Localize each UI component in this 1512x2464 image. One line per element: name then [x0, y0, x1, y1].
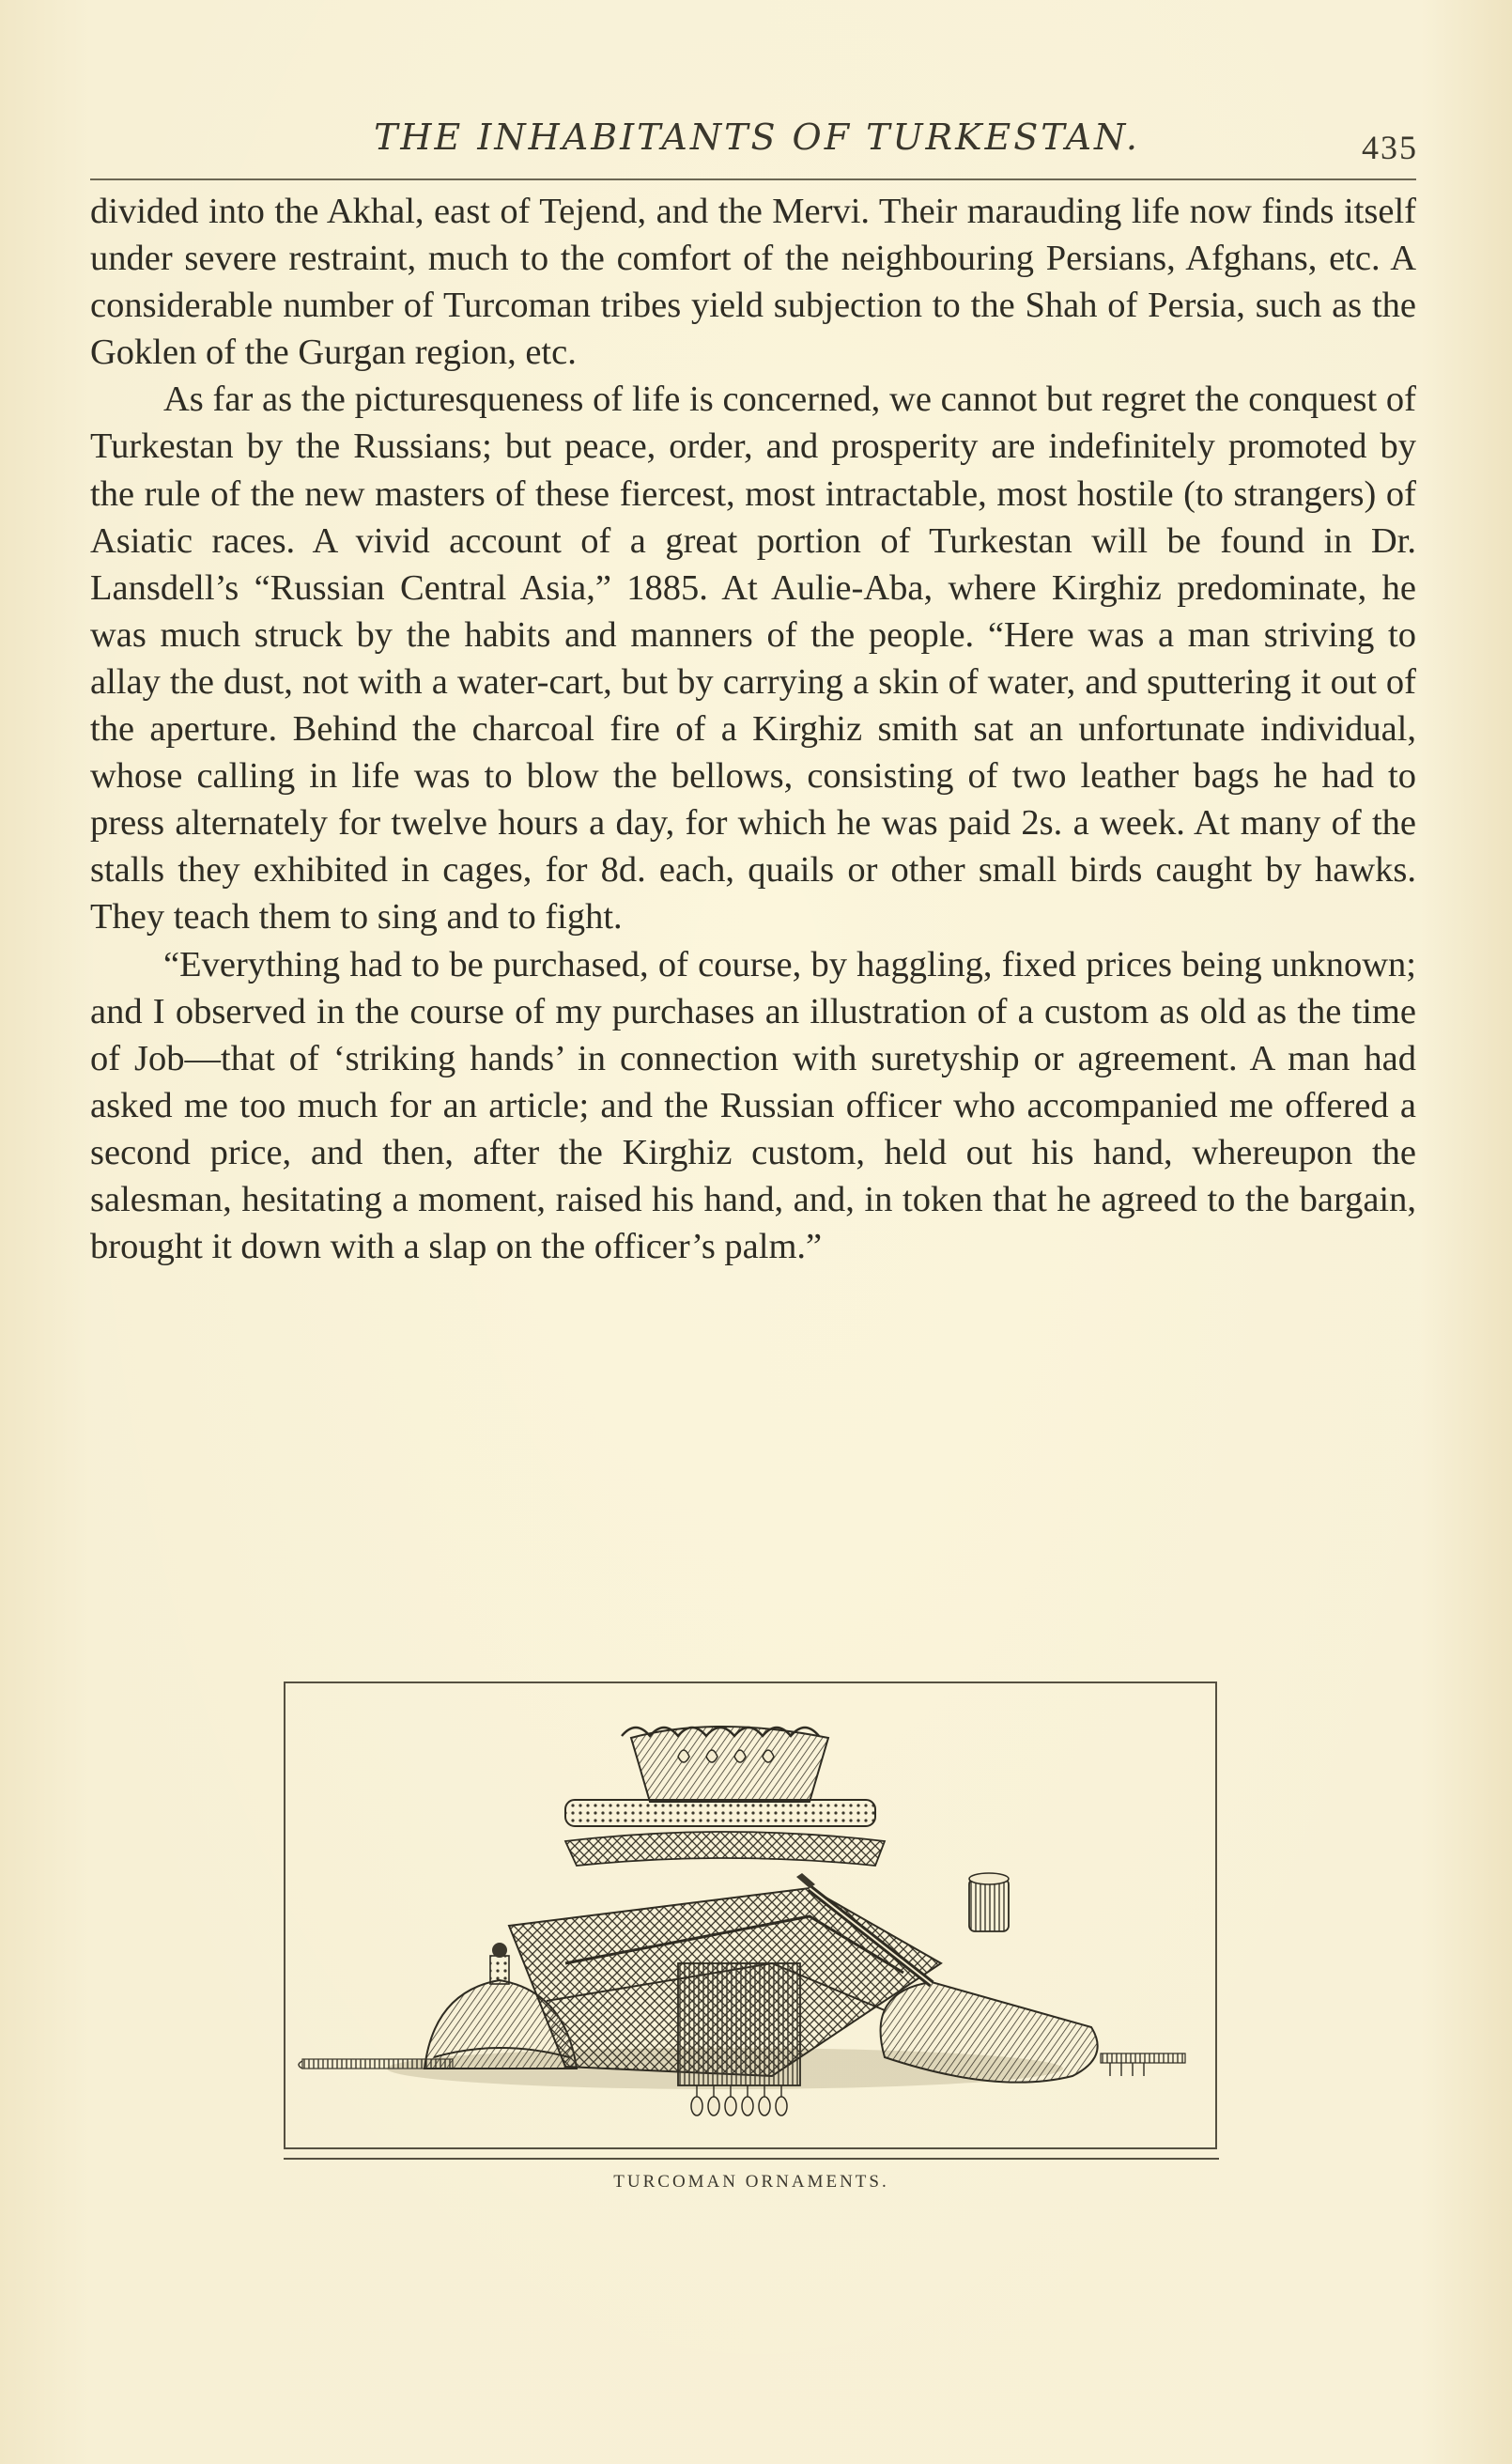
- paragraph-2: As far as the picturesqueness of life is concerned, we cannot but regret the conquest of Turkestan by the Russians; but peace, order, and prosperity are indefinitely promoted by the rule of the new masters of these fiercest, most intractable, most hostile (to strangers) of Asiatic races. A vivid account of a great portion of Turkestan will be found in Dr. Lansdell’s “Russian Central Asia,” 1885. At Aulie-Aba, where Kirghiz predominate, he was much struck by the habits and manners of the people. “Here was a man striving to allay the dust, not with a water-cart, but by carrying a skin of water, and sputtering it out of the aperture. Behind the charcoal fire of a Kirghiz smith sat an unfortunate individual, whose calling in life was to blow the bellows, consisting of two leather bags he had to press alternately for twelve hours a day, for which he was paid 2s. a week. At many of the stalls they exhibited in cages, for 8d. each, quails or other small birds caught by hawks. They teach them to sing and to fight.: [90, 380, 1416, 938]
- right-rod-ornament: [1101, 2053, 1185, 2076]
- running-title: THE INHABITANTS OF TURKESTAN.: [374, 116, 1140, 158]
- cylinder-cup-ornament: [969, 1873, 1009, 1931]
- figure-turcoman-ornaments: [284, 1681, 1219, 2147]
- body-text: [90, 188, 1416, 1270]
- ornaments-engraving: [284, 1681, 1219, 2147]
- figure-bottom-rule: [284, 2158, 1219, 2160]
- figure-caption: TURCOMAN ORNAMENTS.: [613, 2172, 889, 2192]
- paragraph-1: divided into the Akhal, east of Tejend, and the Mervi. Their marauding life now finds itself under severe restraint, much to the comfort of the neighbouring Persians, Afghans, etc. A considerable number of Turcoman tribes yield subjection to the Shah of Persia, such as the Goklen of the Gurgan region, etc.: [90, 192, 1416, 373]
- page-number: 435: [1362, 129, 1418, 166]
- crown-headdress-ornament: [565, 1727, 885, 1866]
- header-rule: [90, 178, 1416, 180]
- page-header: [90, 109, 1424, 175]
- fringed-pendant-ornament: [678, 1963, 800, 2115]
- paragraph-3: “Everything had to be purchased, of course, by haggling, fixed prices being unknown; and I observed in the course of my purchases an illustration of a custom as old as the time of Job—that of ‘striking hands’ in connection with suretyship or agreement. A man had asked me too much for an article; and the Russian officer who accompanied me offered a second price, and then, after the Kirghiz custom, held out his hand, whereupon the salesman, hesitating a moment, raised his hand, and, in token that he agreed to the bargain, brought it down with a slap on the officer’s palm.”: [90, 944, 1416, 1267]
